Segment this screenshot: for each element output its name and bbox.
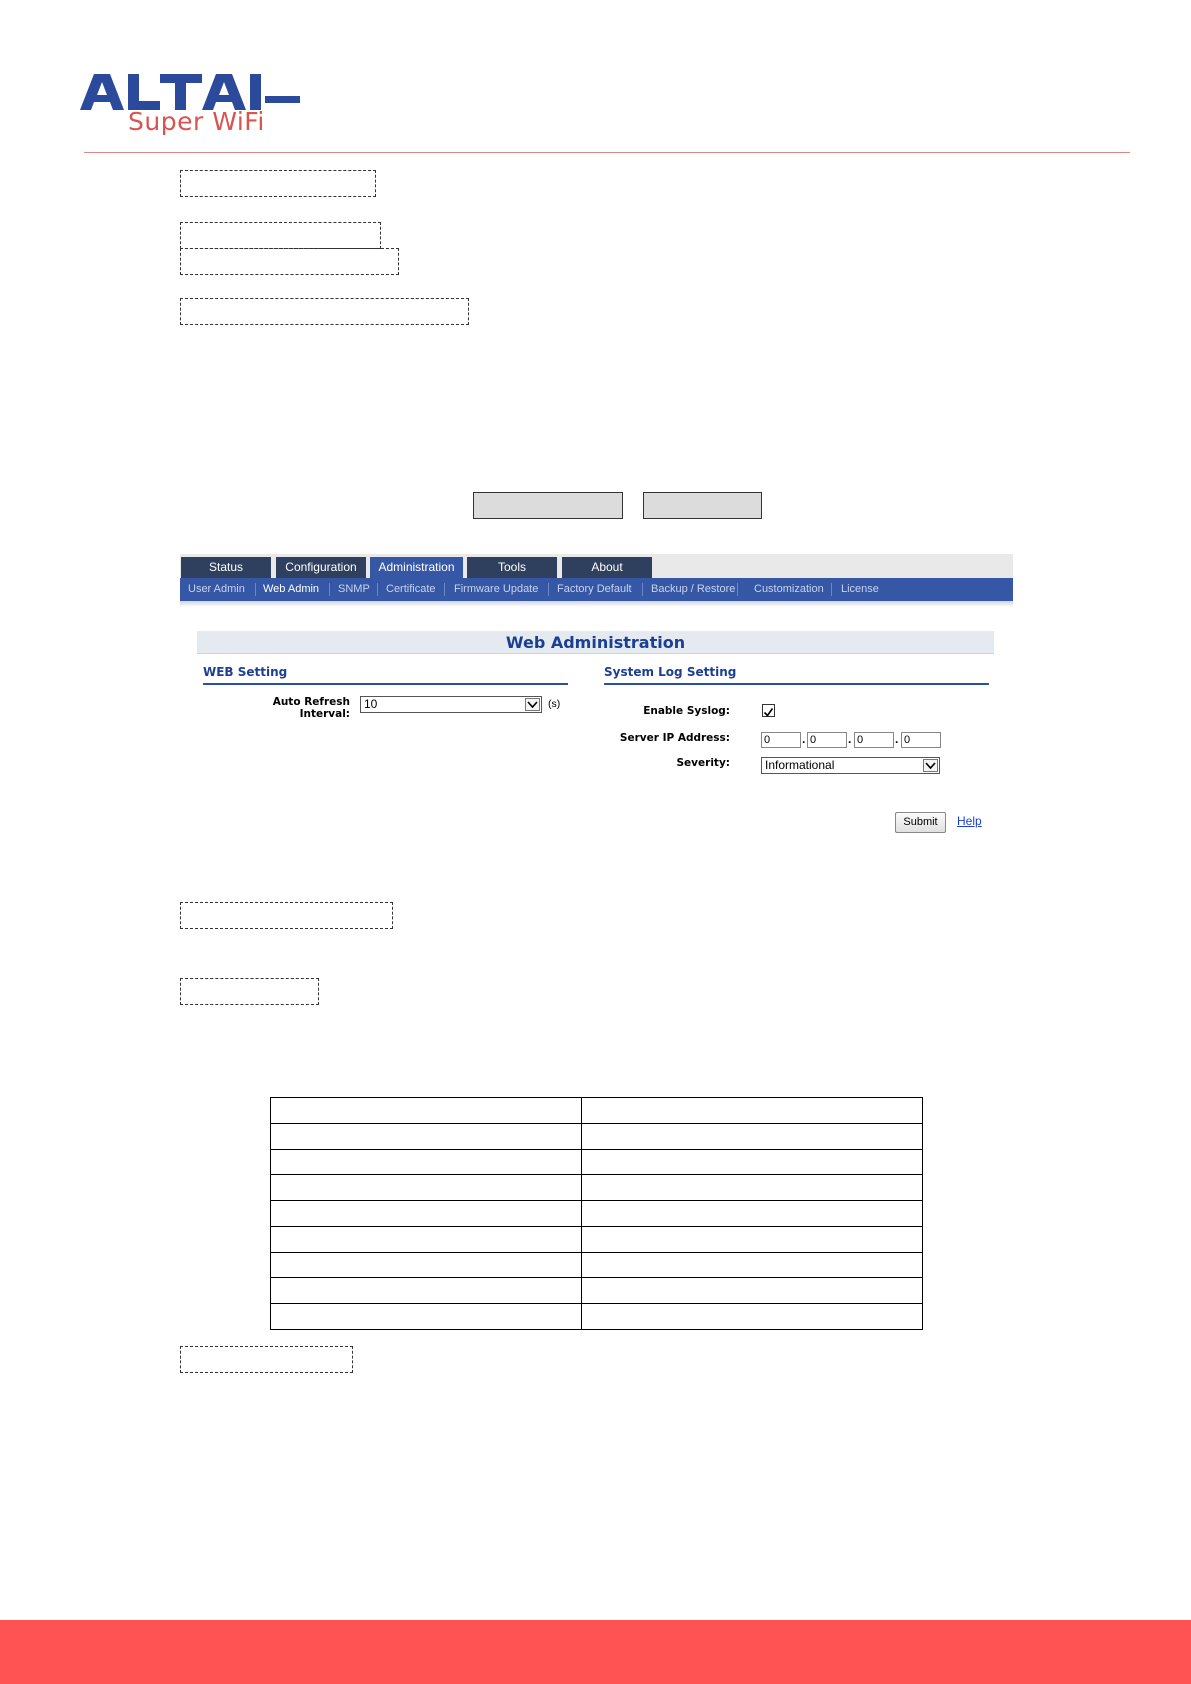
footer-band	[0, 1620, 1191, 1684]
web-setting-title: WEB Setting	[203, 665, 288, 679]
placeholder-box	[180, 1346, 353, 1373]
enable-syslog-checkbox[interactable]	[762, 704, 775, 717]
subtab-separator	[377, 583, 378, 596]
empty-table	[270, 1097, 923, 1330]
syslog-setting-title: System Log Setting	[604, 665, 737, 679]
placeholder-grey-box	[473, 492, 623, 519]
ip-dot: .	[802, 732, 806, 746]
refresh-interval-value: 10	[364, 697, 378, 711]
table-row	[271, 1123, 923, 1149]
table-cell	[271, 1304, 582, 1330]
table-cell	[271, 1098, 582, 1124]
subtab-customization[interactable]: Customization	[754, 583, 824, 595]
web-admin-screenshot	[180, 554, 1013, 854]
web-setting-rule	[203, 683, 568, 685]
table-cell	[271, 1175, 582, 1201]
subtab-web-admin[interactable]: Web Admin	[263, 583, 320, 595]
subtab-license[interactable]: License	[841, 583, 879, 595]
logo-tagline: Super WiFi	[128, 107, 265, 136]
tab-about[interactable]: About	[562, 557, 652, 578]
server-ip-octet-4[interactable]: 0	[901, 732, 941, 748]
tab-tools[interactable]: Tools	[467, 557, 557, 578]
table-row	[271, 1098, 923, 1124]
table-cell	[271, 1226, 582, 1252]
subtab-separator	[548, 583, 549, 596]
table-cell	[582, 1175, 923, 1201]
server-ip-octet-2[interactable]: 0	[807, 732, 847, 748]
tab-status[interactable]: Status	[181, 557, 271, 578]
table-cell	[582, 1278, 923, 1304]
subtab-separator	[444, 583, 445, 596]
table-cell	[271, 1149, 582, 1175]
subtab-snmp[interactable]: SNMP	[338, 583, 370, 595]
table-cell	[582, 1123, 923, 1149]
sub-menu-bar	[180, 578, 1013, 601]
server-ip-octet-3[interactable]: 0	[854, 732, 894, 748]
header-divider	[84, 152, 1130, 153]
table-cell	[271, 1201, 582, 1227]
altai-logo	[80, 74, 310, 140]
table-cell	[582, 1226, 923, 1252]
server-ip-octet-1[interactable]: 0	[761, 732, 801, 748]
ip-dot: .	[895, 732, 899, 746]
table-row	[271, 1278, 923, 1304]
refresh-interval-unit: (s)	[548, 698, 561, 710]
subtab-factory-default[interactable]: Factory Default	[557, 583, 632, 595]
subtab-user-admin[interactable]: User Admin	[188, 583, 245, 595]
page-title: Web Administration	[505, 633, 686, 652]
table-cell	[582, 1149, 923, 1175]
table-row	[271, 1201, 923, 1227]
table-row	[271, 1175, 923, 1201]
submit-button[interactable]: Submit	[895, 812, 946, 833]
chevron-down-icon[interactable]	[923, 759, 938, 772]
subtab-firmware-update[interactable]: Firmware Update	[454, 583, 539, 595]
refresh-interval-select[interactable]	[360, 696, 542, 713]
table-cell	[271, 1278, 582, 1304]
checkmark-icon	[763, 707, 774, 718]
enable-syslog-label: Enable Syslog:	[643, 705, 730, 717]
severity-select[interactable]	[761, 757, 940, 774]
help-link[interactable]: Help	[957, 814, 982, 828]
severity-label: Severity:	[676, 757, 730, 769]
tab-configuration[interactable]: Configuration	[276, 557, 366, 578]
placeholder-grey-box	[643, 492, 762, 519]
refresh-interval-label: Auto Refresh Interval:	[272, 696, 350, 720]
severity-value: Informational	[765, 758, 835, 772]
subtab-separator	[255, 583, 256, 596]
table-row	[271, 1149, 923, 1175]
table-cell	[582, 1201, 923, 1227]
table-row	[271, 1252, 923, 1278]
table-row	[271, 1304, 923, 1330]
table-cell	[271, 1252, 582, 1278]
table-cell	[582, 1098, 923, 1124]
table-cell	[582, 1304, 923, 1330]
subtab-separator	[329, 583, 330, 596]
subtab-backup-restore[interactable]: Backup / Restore	[651, 583, 736, 595]
table-cell	[582, 1252, 923, 1278]
placeholder-box	[180, 978, 319, 1005]
table-row	[271, 1226, 923, 1252]
page-title-banner	[197, 631, 994, 654]
altai-wordmark-icon	[80, 74, 302, 110]
table-cell	[271, 1123, 582, 1149]
placeholder-box	[180, 248, 399, 275]
sub-menu-shadow	[180, 601, 1013, 607]
subtab-certificate[interactable]: Certificate	[386, 583, 436, 595]
subtab-separator	[642, 583, 643, 596]
subtab-separator	[831, 583, 832, 596]
placeholder-box	[180, 222, 381, 249]
server-ip-label: Server IP Address:	[619, 732, 730, 744]
chevron-down-icon[interactable]	[525, 698, 540, 711]
placeholder-box	[180, 902, 393, 929]
subtab-separator	[737, 583, 738, 596]
syslog-setting-rule	[604, 683, 989, 685]
main-menu-bar	[180, 554, 1013, 578]
placeholder-box	[180, 298, 469, 325]
tab-administration[interactable]: Administration	[370, 557, 463, 578]
placeholder-box	[180, 170, 376, 197]
ip-dot: .	[848, 732, 852, 746]
